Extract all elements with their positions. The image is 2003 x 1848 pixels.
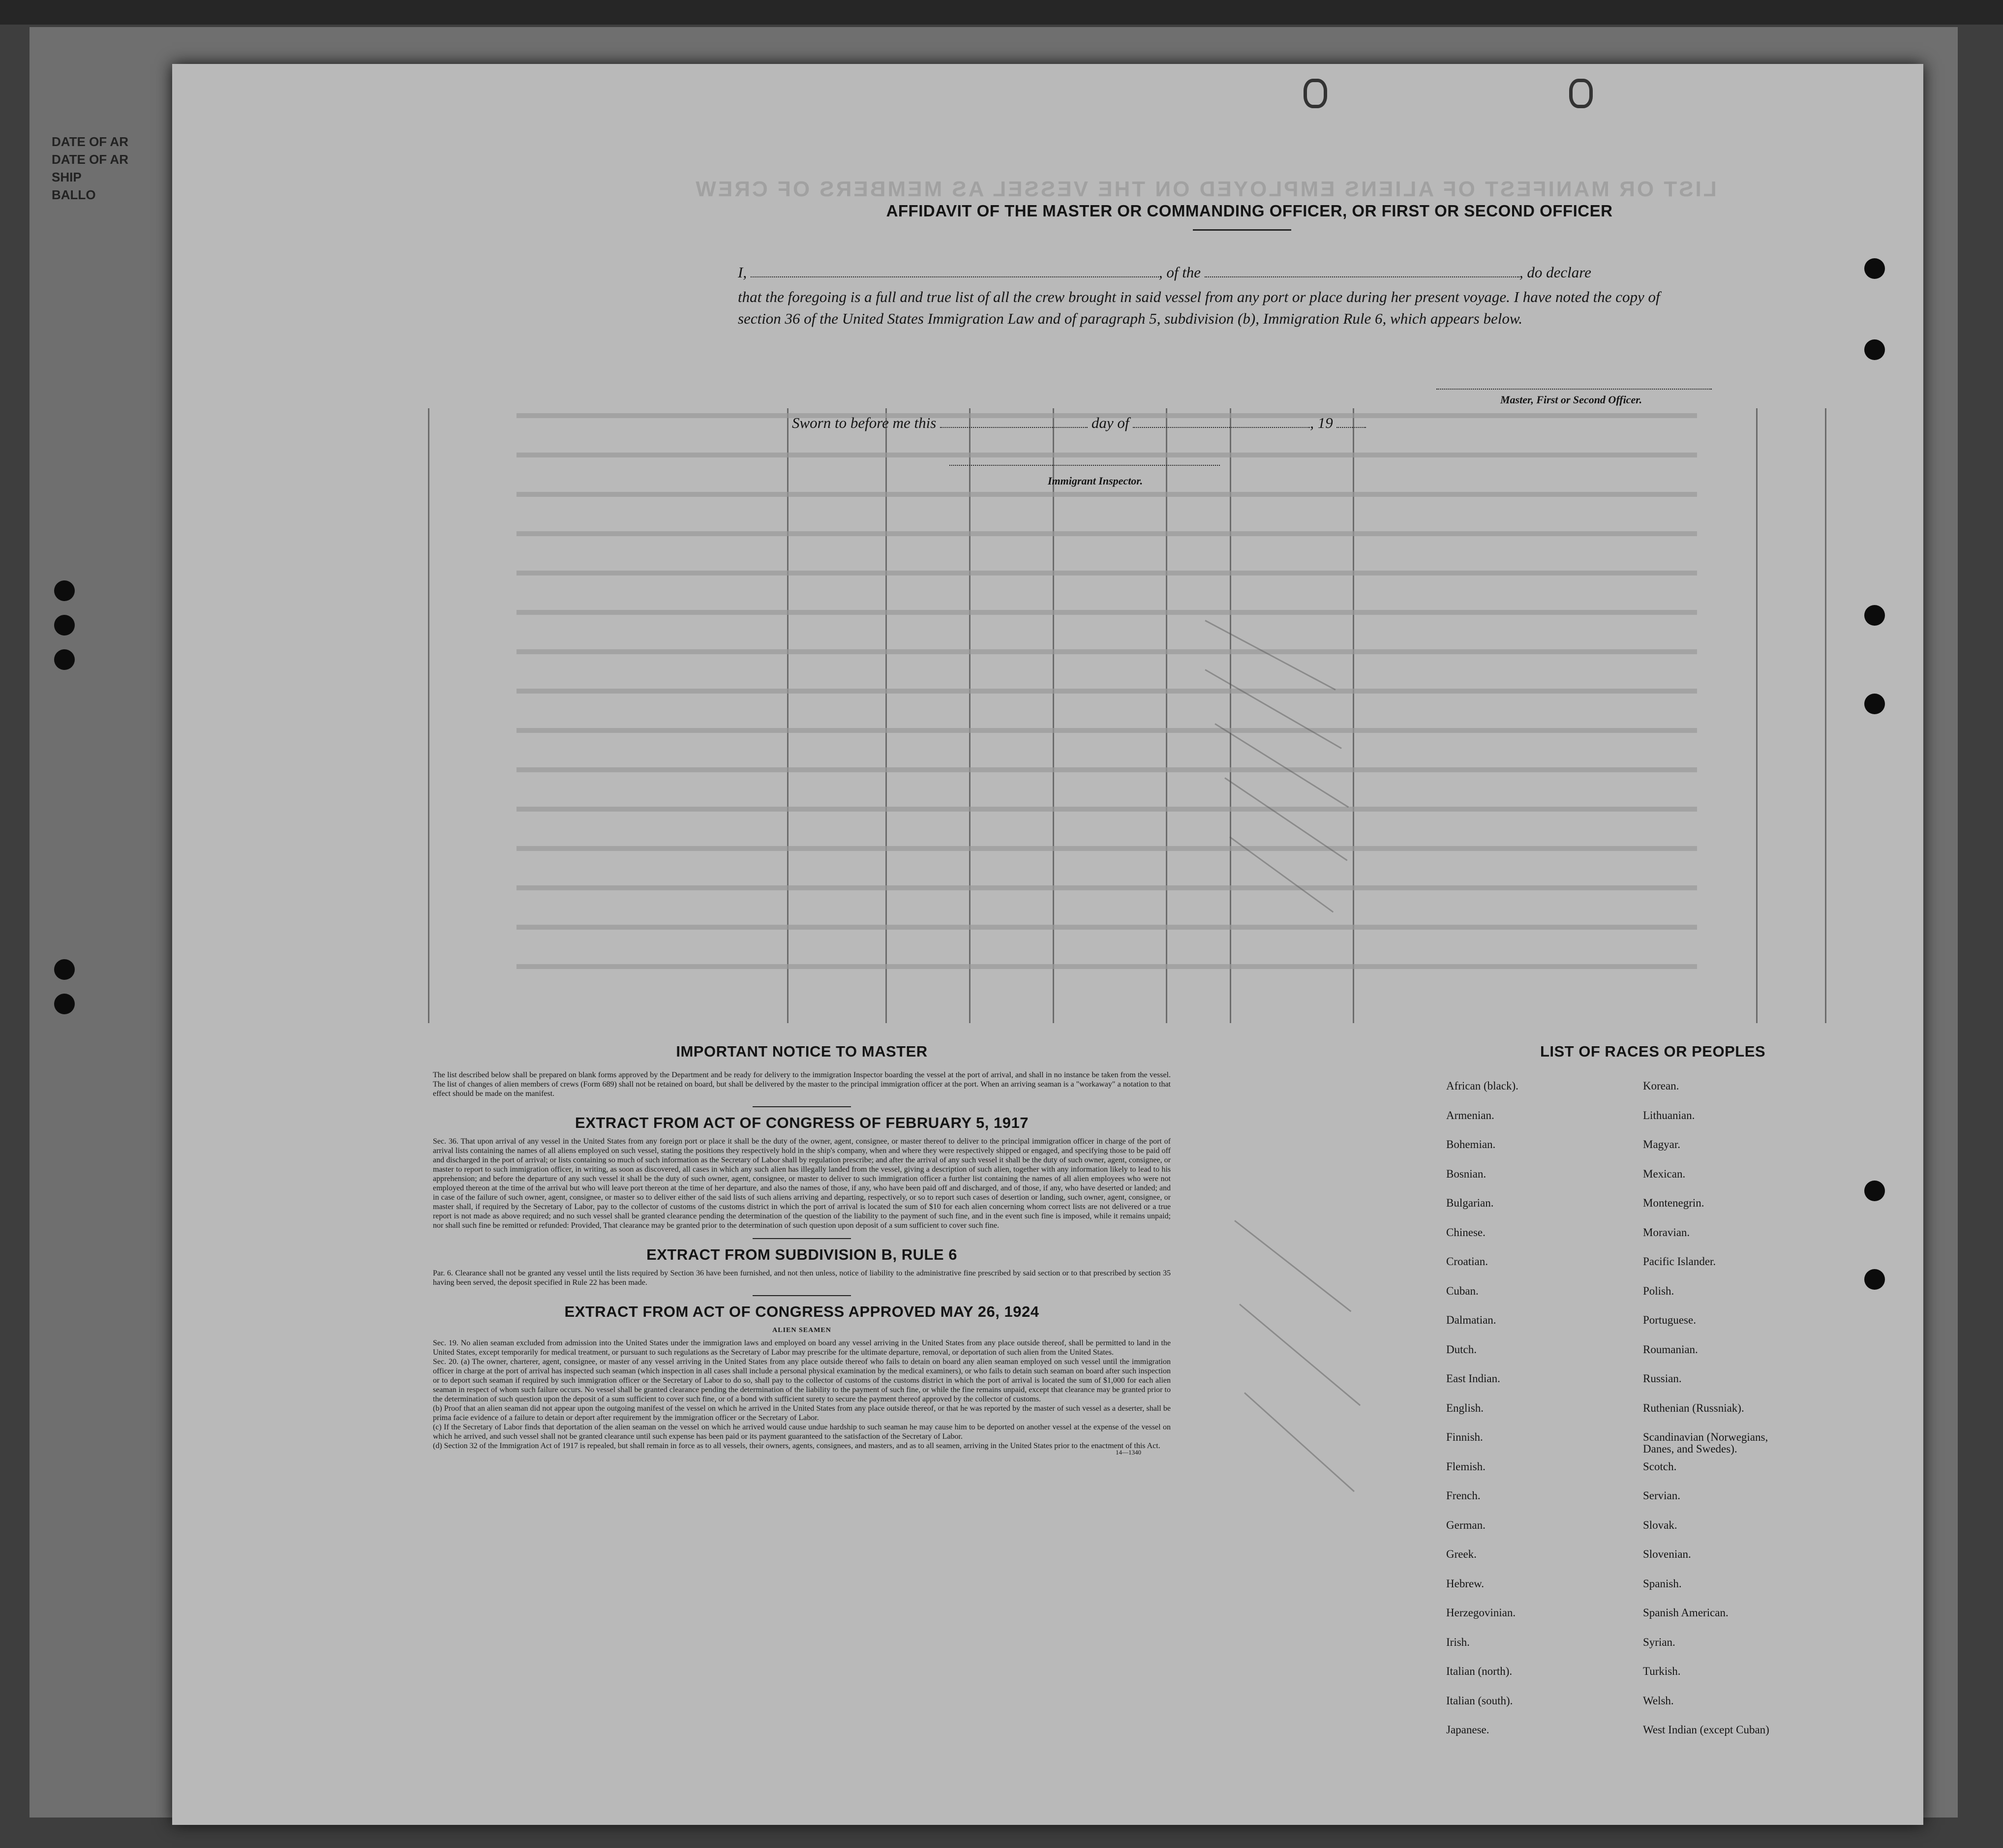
race-item: Croatian. xyxy=(1446,1255,1488,1268)
document-page xyxy=(172,64,1923,1825)
race-item: Ruthenian (Russniak). xyxy=(1643,1401,1744,1414)
bleed-through-row xyxy=(516,846,1697,851)
bleed-through-row xyxy=(516,925,1697,930)
sworn-line xyxy=(792,413,1366,432)
affidavit-body xyxy=(738,261,1722,330)
grid-line xyxy=(1353,408,1354,1023)
race-item: African (black). xyxy=(1446,1080,1518,1092)
race-item: Moravian. xyxy=(1643,1226,1690,1239)
race-item: French. xyxy=(1446,1489,1481,1502)
race-item: Italian (north). xyxy=(1446,1665,1513,1677)
punch-hole xyxy=(54,959,75,980)
punch-hole xyxy=(1864,605,1885,626)
title-divider xyxy=(1193,229,1291,231)
bleed-through-mark xyxy=(1214,723,1349,808)
section-divider xyxy=(753,1106,851,1107)
year-label: , 19 xyxy=(1310,414,1333,431)
sec-19-text: Sec. 19. No alien seaman excluded from admission into the United States under the immigration laws and employed on board any vessel arriving in the United States from any place outside thereof, shall be permitted to land in the United States, except temporarily for medical treatment, or pursuant to such regulations as the Secretary of Labor may prescribe for the ultimate departure, removal, or deportation of such alien from the United States. xyxy=(433,1339,1171,1357)
sec-20b-text: (b) Proof that an alien seaman did not appear upon the outgoing manifest of the vessel on which he arrived in the United States from any place outside thereof, or that he was reported by the master of such vessel as a deserter, shall be prima facie evidence of a failure to detain or deport after requirement by the immigration officer or the Secretary of Labor. xyxy=(433,1404,1171,1422)
alien-seamen-subtitle: ALIEN SEAMEN xyxy=(772,1327,831,1334)
race-item: Flemish. xyxy=(1446,1460,1486,1473)
master-caption: Master, First or Second Officer. xyxy=(1500,394,1642,406)
declaration-of-the: , of the xyxy=(1158,264,1201,281)
race-item: Roumanian. xyxy=(1643,1343,1698,1356)
grid-line xyxy=(428,408,429,1023)
race-item: Herzegovinian. xyxy=(1446,1606,1516,1619)
race-item: Italian (south). xyxy=(1446,1694,1513,1707)
punch-hole xyxy=(54,580,75,601)
staple-clip xyxy=(1304,79,1327,108)
race-item: Japanese. xyxy=(1446,1724,1489,1736)
race-item: Bosnian. xyxy=(1446,1167,1487,1180)
punch-hole xyxy=(54,649,75,670)
race-item: Greek. xyxy=(1446,1548,1477,1560)
race-item: Lithuanian. xyxy=(1643,1109,1695,1121)
race-item: Polish. xyxy=(1643,1284,1674,1297)
punch-hole xyxy=(54,615,75,636)
races-title: LIST OF RACES OR PEOPLES xyxy=(1540,1043,1766,1060)
race-item: German. xyxy=(1446,1518,1486,1531)
race-item: Mexican. xyxy=(1643,1167,1686,1180)
bleed-through-header: LIST OR MANIFEST OF ALIENS EMPLOYED ON THE VESSEL AS MEMBERS OF CREW xyxy=(694,177,1717,201)
grid-line xyxy=(1825,408,1826,1023)
race-item: Slovenian. xyxy=(1643,1548,1691,1560)
punch-hole xyxy=(54,994,75,1014)
grid-line xyxy=(1230,408,1231,1023)
stub-line: DATE OF AR xyxy=(52,152,128,167)
stub-line: DATE OF AR xyxy=(52,134,128,149)
race-item: Cuban. xyxy=(1446,1284,1479,1297)
stub-line: BALLO xyxy=(52,187,96,202)
race-item: East Indian. xyxy=(1446,1372,1500,1385)
bleed-through-mark xyxy=(1234,1220,1351,1312)
sec-20c-text: (c) If the Secretary of Labor finds that deportation of the alien seaman on the vessel on which he arrived would cause undue hardship to such seaman he may cause him to be deported on another vessel at the expense of the vessel on which he arrived, and such vessel shall not be granted clearance until such expense has been paid or its payment guaranteed to the satisfaction of the Secretary of Labor. xyxy=(433,1423,1171,1441)
affidavit-statement: that the foregoing is a full and true list of all the crew brought in said vessel from any port or place during her present voyage. I have noted the copy of section 36 of the United States Immigration Law and of paragraph 5, subdivision (b), Immigration Rule 6, which appears below. xyxy=(738,288,1660,327)
race-item: Finnish. xyxy=(1446,1431,1483,1443)
extract-1924-title: EXTRACT FROM ACT OF CONGRESS APPROVED MAY 26, 1924 xyxy=(564,1303,1039,1320)
race-item: Magyar. xyxy=(1643,1138,1681,1151)
race-item: Armenian. xyxy=(1446,1109,1494,1121)
race-item: Hebrew. xyxy=(1446,1577,1485,1590)
race-item: Welsh. xyxy=(1643,1694,1674,1707)
affidavit-section xyxy=(738,202,1746,487)
race-item: Danes, and Swedes). xyxy=(1643,1443,1737,1455)
sworn-month-blank xyxy=(1133,413,1310,428)
extract-1917-title: EXTRACT FROM ACT OF CONGRESS OF FEBRUARY 5, 1917 xyxy=(575,1114,1029,1131)
race-item: Montenegrin. xyxy=(1643,1197,1704,1209)
grid-line xyxy=(787,408,789,1023)
grid-line xyxy=(885,408,887,1023)
form-number: 14—1340 xyxy=(1116,1449,1141,1456)
race-item: Servian. xyxy=(1643,1489,1681,1502)
bleed-through-row xyxy=(516,453,1697,457)
stub-line: SHIP xyxy=(52,170,82,184)
race-item: Portuguese. xyxy=(1643,1314,1696,1326)
section-divider xyxy=(753,1238,851,1239)
master-signature-line xyxy=(1436,389,1712,390)
declaration-i: I, xyxy=(738,264,747,281)
bleed-through-row xyxy=(516,728,1697,733)
bleed-through-row xyxy=(516,767,1697,772)
section-divider xyxy=(753,1295,851,1296)
extract-rule6-text: Par. 6. Clearance shall not be granted any vessel until the lists required by Section 36 have been furnished, and not then unless, notice of liability to the administrative fine prescribed by said section or to that prescribed by section 35 having been served, the deposit specified in Rule 22 has been made. xyxy=(433,1269,1171,1287)
bleed-through-row xyxy=(516,807,1697,812)
notice-text: The list described below shall be prepared on blank forms approved by the Department and be ready for delivery to the immigration Inspector boarding the vessel at the port of arrival, and shall in no instance be taken from the vessel. The list of changes of alien members of crews (Form 689) shall not be retained on board, but shall be delivered by the master to the principal immigration officer at the port. When an arriving seaman is a "workaway" a notation to that effect should be made on the manifest. xyxy=(433,1071,1171,1098)
declaration-line xyxy=(738,261,1722,284)
extract-1917-text: Sec. 36. That upon arrival of any vessel in the United States from any foreign port or place it shall be the duty of the owner, agent, consignee, or master thereof to deliver to the principal immigration officer in charge of the port of arrival lists containing the names of all aliens employed on such vessel, stating the positions they respectively hold in the ship's company, when and where they were respectively shipped or engaged, and specifying those to be paid off and discharged in the port of arrival; or lists containing so much of such information as the Secretary of Labor shall by regulation prescribe; and after the arrival of any such vessel it shall be the duty of such owner, agent, consignee, or master to report to such immigration officer, in writing, as soon as discovered, all cases in which any such alien has illegally landed from the vessel, giving a description of such alien, together with any information likely to lead to his apprehension; and before the departure of any such vessel it shall be the duty of such owner, agent, consignee, or master to deliver to such immigration officer a further list containing the names of all alien employees who were not employed thereon at the time of the arrival but who will leave port thereon at the time of her departure, and also the names of those, if any, who have been paid off and discharged, and of those, if any, who have deserted or landed; and in case of the failure of such owner, agent, consignee, or master so to deliver either of the said lists of such aliens arriving and departing, respectively, or so to report such cases of desertion or landing, such owner, agent, consignee, or master shall, if required by the Secretary of Labor, pay to the collector of customs of the customs district in which the port of arrival is located the sum of $10 for each alien concerning whom correct lists are not delivered or a true report is not made as above required; and no such vessel shall be granted clearance pending the determination of the question of the liability to the payment of such fine, and in the event such fine is imposed, while it remains unpaid; nor shall such fine be remitted or refunded: Provided, That clearance may be granted prior to the determination of such question upon deposit of a sum sufficient to cover such fine. xyxy=(433,1137,1171,1230)
grid-line xyxy=(1053,408,1054,1023)
declaration-do-declare: , do declare xyxy=(1519,264,1591,281)
bleed-through-row xyxy=(516,571,1697,576)
sworn-day-blank xyxy=(940,413,1088,428)
race-item: Korean. xyxy=(1643,1080,1679,1092)
sworn-year-blank xyxy=(1336,413,1366,428)
race-item: Irish. xyxy=(1446,1636,1470,1648)
name-blank xyxy=(751,263,1159,277)
race-item: Turkish. xyxy=(1643,1665,1681,1677)
bleed-through-row xyxy=(516,649,1697,654)
sworn-label: Sworn to before me this xyxy=(792,414,937,431)
day-of-label: day of xyxy=(1091,414,1129,431)
sec-20d-text: (d) Section 32 of the Immigration Act of 1917 is repealed, but shall remain in force as to all vessels, their owners, agents, consignees, and masters, and as to all seamen, arriving in the United States prior to the enactment of this Act. xyxy=(433,1442,1160,1450)
bleed-through-row xyxy=(516,610,1697,615)
grid-line xyxy=(1756,408,1758,1023)
race-item: Dalmatian. xyxy=(1446,1314,1496,1326)
inspector-signature-line xyxy=(949,465,1220,466)
punch-hole xyxy=(1864,1181,1885,1201)
affidavit-title: AFFIDAVIT OF THE MASTER OR COMMANDING OFFICER, OR FIRST OR SECOND OFFICER xyxy=(886,202,1613,220)
race-item: Chinese. xyxy=(1446,1226,1486,1239)
bleed-through-mark xyxy=(1239,1303,1361,1406)
punch-hole xyxy=(1864,339,1885,360)
race-item: Dutch. xyxy=(1446,1343,1477,1356)
punch-hole xyxy=(1864,694,1885,714)
bleed-through-row xyxy=(516,492,1697,497)
race-item: Spanish. xyxy=(1643,1577,1682,1590)
grid-line xyxy=(1166,408,1167,1023)
bleed-through-mark xyxy=(1244,1392,1355,1492)
bleed-through-row xyxy=(516,531,1697,536)
extract-rule6-title: EXTRACT FROM SUBDIVISION B, RULE 6 xyxy=(646,1246,957,1263)
race-item: Pacific Islander. xyxy=(1643,1255,1716,1268)
race-item: English. xyxy=(1446,1401,1484,1414)
race-item: Spanish American. xyxy=(1643,1606,1729,1619)
notices-column xyxy=(433,1043,1171,1456)
sec-20a-text: Sec. 20. (a) The owner, charterer, agent, consignee, or master of any vessel arriving in the United States from any place outside thereof who fails to detain on board any alien seaman employed on such vessel until the immigration officer in charge at the port of arrival has inspected such seaman (which inspection in all cases shall include a personal physical examination by the medical examiners), or who fails to detain such seaman on board after such inspection or to deport such seaman if required by such immigration officer or the Secretary of Labor to do so, shall pay to the collector of customs of the customs district in which the port of arrival is located the sum of $1,000 for each alien seaman in respect of whom such failure occurs. No vessel shall be granted clearance pending the determination of the liability to the payment of such fine, or while the fine remains unpaid, except that clearance may be granted prior to the determination of such question upon the deposit of a sum sufficient to cover such fine, or of a bond with sufficient surety to secure the payment thereof approved by the collector of customs. xyxy=(433,1358,1171,1403)
race-item: Scandinavian (Norwegians, xyxy=(1643,1431,1768,1443)
race-item: Bohemian. xyxy=(1446,1138,1496,1151)
staple-clip xyxy=(1569,79,1593,108)
race-item: Scotch. xyxy=(1643,1460,1677,1473)
bleed-through-row xyxy=(516,689,1697,694)
inspector-caption: Immigrant Inspector. xyxy=(1048,475,1143,487)
race-item: Slovak. xyxy=(1643,1518,1677,1531)
races-section xyxy=(1431,1043,1874,1736)
race-item: West Indian (except Cuban) xyxy=(1643,1724,1769,1736)
notice-title: IMPORTANT NOTICE TO MASTER xyxy=(676,1043,928,1060)
vessel-blank xyxy=(1205,263,1519,277)
grid-line xyxy=(969,408,971,1023)
bleed-through-row xyxy=(516,964,1697,969)
bleed-through-row xyxy=(516,885,1697,890)
race-item: Bulgarian. xyxy=(1446,1197,1494,1209)
race-item: Syrian. xyxy=(1643,1636,1675,1648)
race-item: Russian. xyxy=(1643,1372,1682,1385)
punch-hole xyxy=(1864,258,1885,279)
punch-hole xyxy=(1864,1269,1885,1290)
stub-label xyxy=(52,133,155,280)
